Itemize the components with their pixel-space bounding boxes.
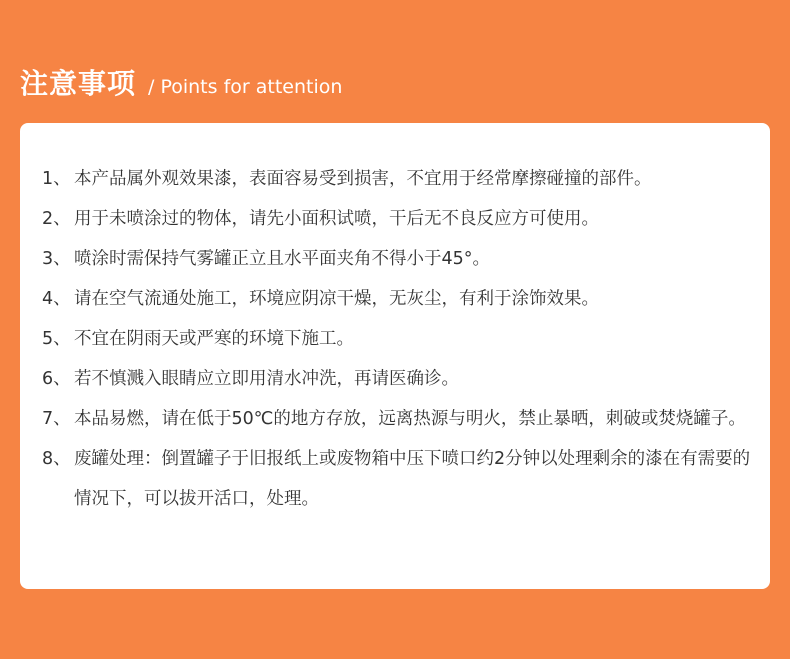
note-item	[42, 239, 754, 279]
note-text: 废罐处理：倒置罐子于旧报纸上或废物箱中压下喷口约2分钟以处理剩余的漆在有需要的情况下，可以拔开活口，处理。	[74, 449, 751, 509]
note-item	[42, 439, 754, 519]
note-item	[42, 159, 754, 199]
section-title: 注意事项	[20, 67, 137, 100]
note-text: 用于未喷涂过的物体，请先小面积试喷，干后无不良反应方可使用。	[74, 209, 599, 229]
note-number: 1、	[42, 169, 71, 189]
note-item	[42, 279, 754, 319]
note-text: 喷涂时需保持气雾罐正立且水平面夹角不得小于45°。	[74, 249, 491, 269]
note-number: 3、	[42, 249, 71, 269]
note-item	[42, 199, 754, 239]
note-text: 若不慎溅入眼睛应立即用清水冲洗，再请医确诊。	[74, 369, 459, 389]
section-header	[20, 62, 342, 102]
section-subtitle: / Points for attention	[148, 76, 343, 98]
notes-card	[20, 123, 770, 589]
note-item	[42, 319, 754, 359]
note-number: 6、	[42, 369, 71, 389]
note-number: 5、	[42, 329, 71, 349]
note-item	[42, 399, 754, 439]
note-text: 本品易燃，请在低于50℃的地方存放，远离热源与明火，禁止暴晒，刺破或焚烧罐子。	[74, 409, 746, 429]
note-item	[42, 359, 754, 399]
note-number: 8、	[42, 449, 71, 469]
note-number: 7、	[42, 409, 71, 429]
note-number: 2、	[42, 209, 71, 229]
note-number: 4、	[42, 289, 71, 309]
note-text: 请在空气流通处施工，环境应阴凉干燥，无灰尘，有利于涂饰效果。	[74, 289, 599, 309]
note-text: 本产品属外观效果漆，表面容易受到损害，不宜用于经常摩擦碰撞的部件。	[74, 169, 652, 189]
notes-list	[42, 159, 754, 519]
note-text: 不宜在阴雨天或严寒的环境下施工。	[74, 329, 354, 349]
